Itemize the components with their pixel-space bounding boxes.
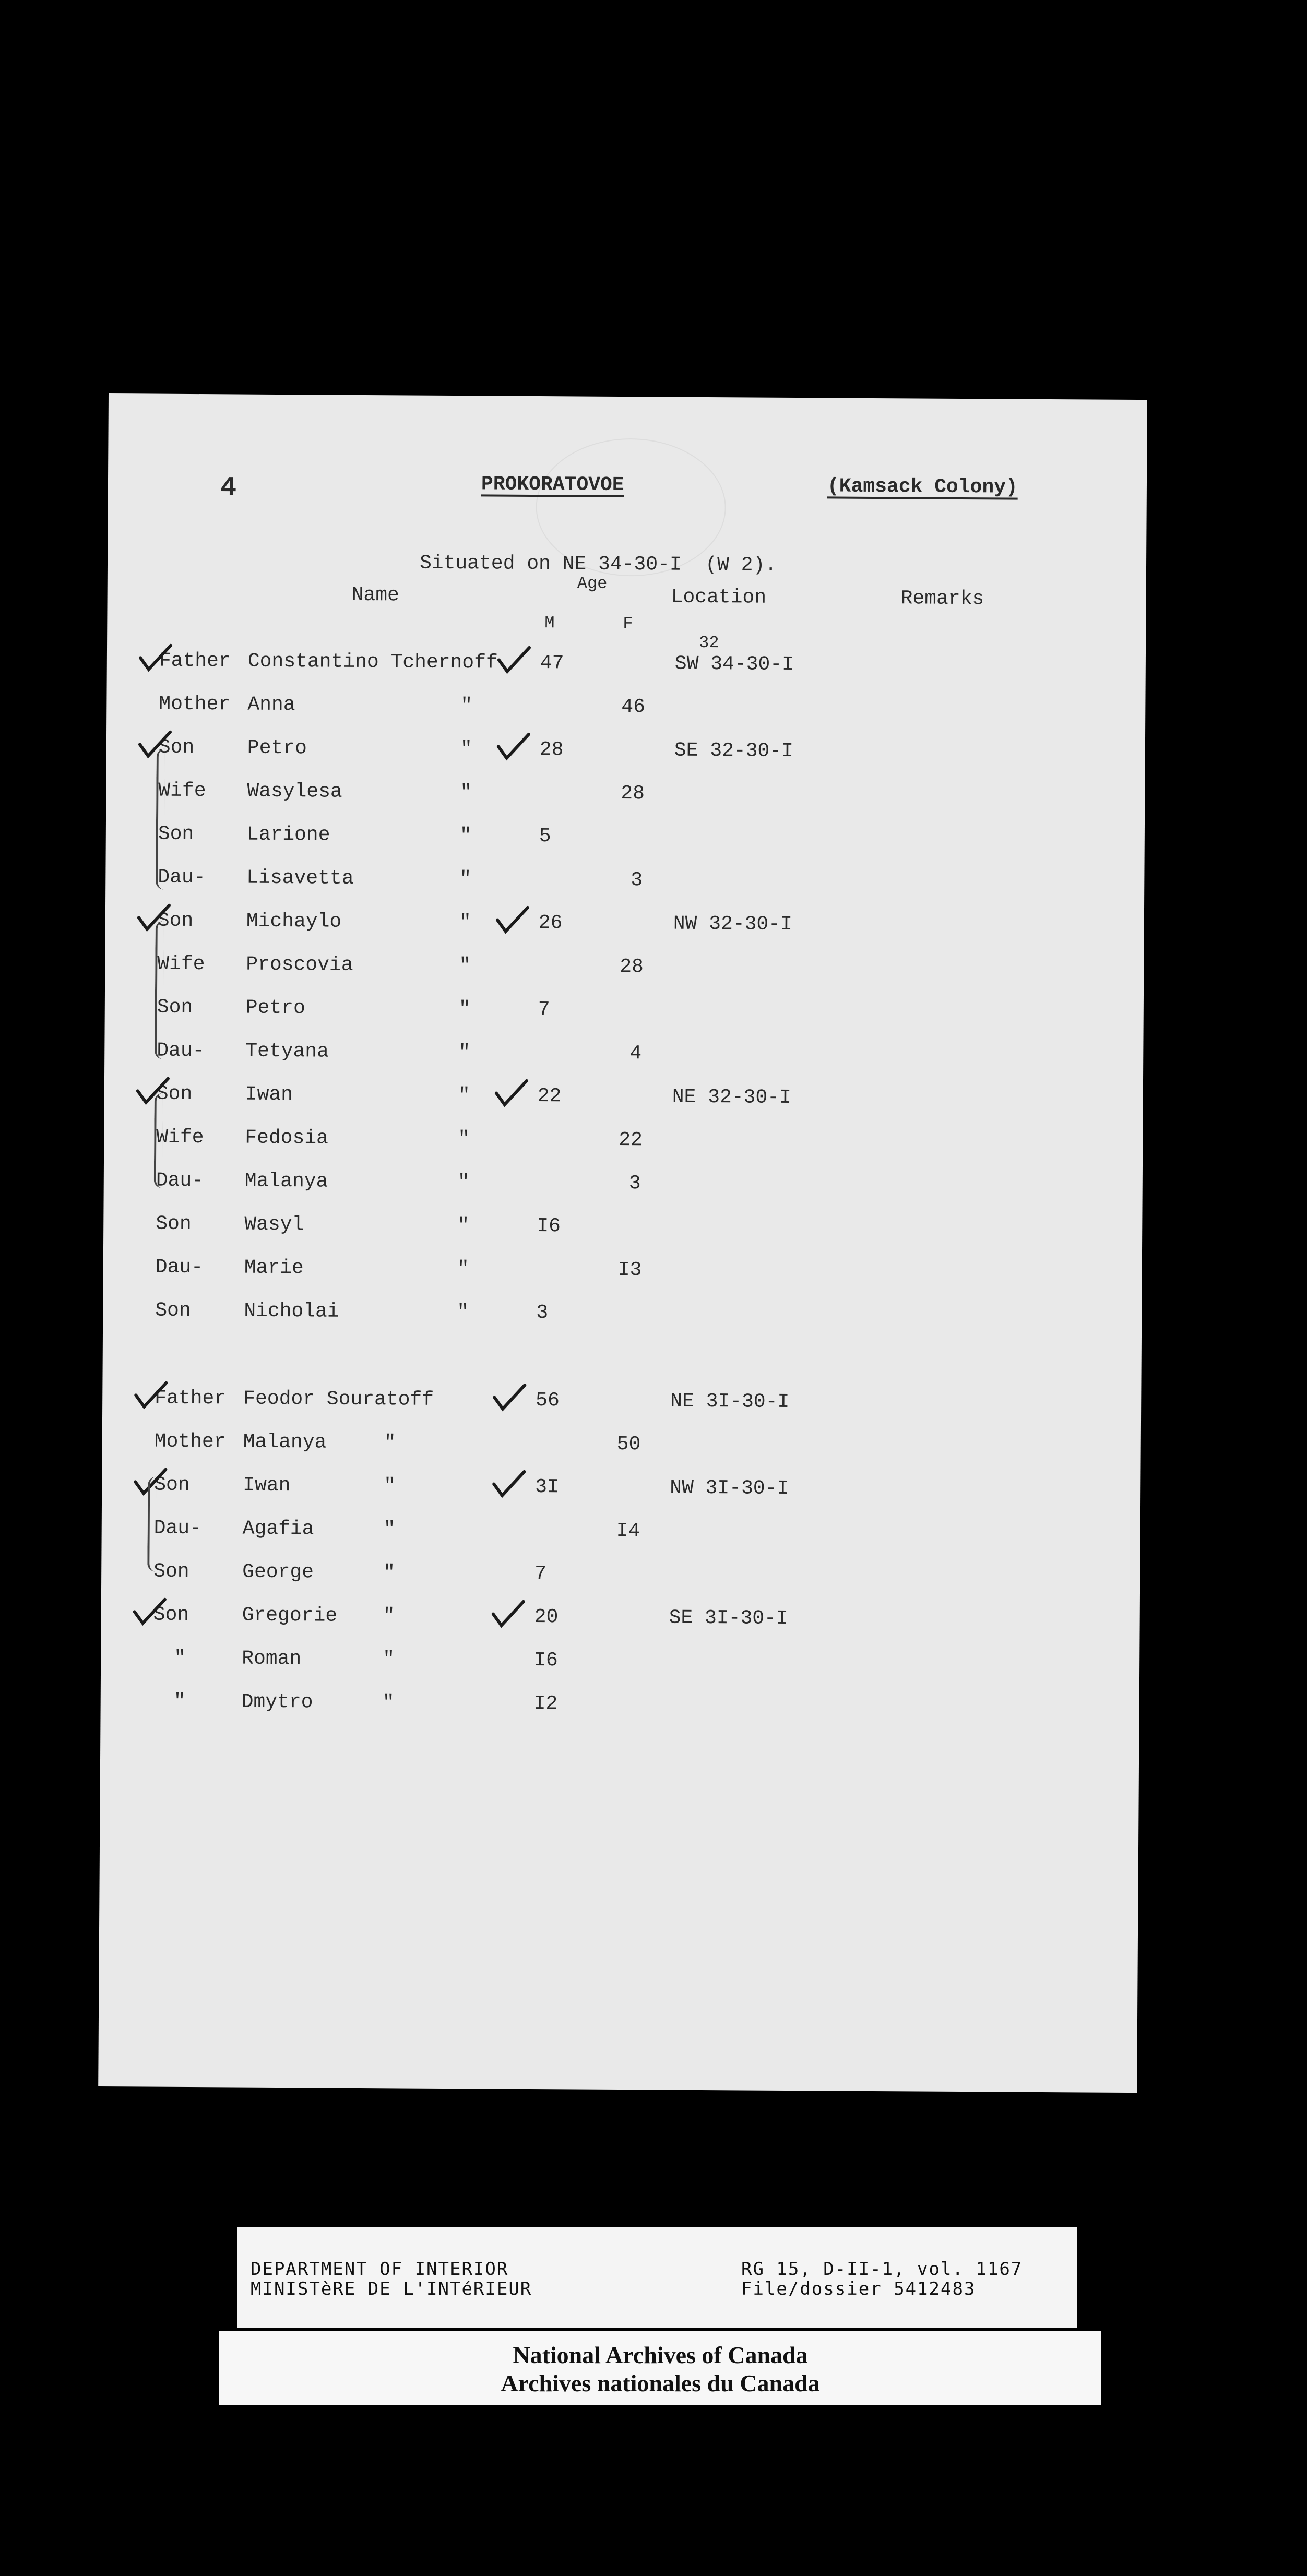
relation-cell: Son — [153, 1603, 189, 1626]
name-cell: Iwan — [243, 1474, 291, 1497]
name-cell: Michaylo — [246, 910, 342, 933]
relation-cell: Dau- — [158, 866, 206, 889]
name-cell: Constantino Tchernoff — [247, 650, 498, 674]
name-cell: Agafia — [242, 1517, 314, 1541]
table-row — [101, 1517, 1140, 1554]
col-m: M — [544, 613, 555, 633]
age-male-cell: 3 — [536, 1302, 549, 1325]
relation-cell: Dau- — [153, 1517, 202, 1540]
relation-cell: Son — [154, 1473, 190, 1496]
location-cell: NW 3I-30-I — [670, 1476, 789, 1500]
check-mark-icon — [135, 1075, 171, 1106]
table-row — [105, 996, 1144, 1033]
family-bracket — [155, 921, 164, 1059]
table-row — [102, 1430, 1141, 1468]
name-cell: Petro — [245, 996, 305, 1020]
family-bracket — [154, 1093, 163, 1188]
location-cell: NE 32-30-I — [672, 1086, 791, 1110]
table-row — [103, 1212, 1142, 1250]
surname-ditto-cell: " — [457, 1301, 469, 1324]
surname-ditto-cell: " — [383, 1561, 396, 1584]
dept-en: DEPARTMENT OF INTERIOR — [251, 2259, 509, 2280]
name-cell: Wasyl — [244, 1213, 304, 1236]
archives-en: National Archives of Canada — [513, 2342, 808, 2368]
age-male-cell: 28 — [539, 738, 564, 761]
surname-ditto-cell: " — [460, 781, 472, 804]
table-row — [103, 1299, 1142, 1337]
relation-cell: Wife — [157, 952, 205, 976]
age-male-cell: 20 — [534, 1606, 559, 1629]
location-cell: NE 3I-30-I — [670, 1390, 790, 1414]
surname-ditto-cell: " — [459, 825, 472, 848]
age-male-cell: I6 — [534, 1649, 558, 1672]
age-female-cell: 28 — [621, 782, 645, 805]
archive-reference-label — [237, 2227, 1077, 2328]
name-cell: Roman — [242, 1647, 302, 1671]
location-cell: SE 32-30-I — [674, 739, 794, 763]
surname-ditto-cell: " — [458, 1041, 471, 1064]
family-bracket — [147, 1476, 156, 1571]
age-female-cell: 3 — [628, 1172, 641, 1195]
table-row — [101, 1560, 1140, 1597]
file-number: File/dossier 5412483 — [741, 2279, 976, 2299]
situated-line: Situated on NE 34-30-I (W 2). — [419, 552, 777, 577]
relation-cell: Son — [156, 1082, 193, 1106]
age-female-cell: 50 — [616, 1433, 641, 1456]
table-row — [106, 822, 1145, 860]
relation-cell: Son — [158, 736, 195, 759]
location-cell: SW 34-30-I — [674, 652, 794, 676]
age-female-cell: 46 — [621, 696, 646, 719]
surname-ditto-cell: " — [459, 868, 472, 891]
relation-cell: Son — [157, 996, 193, 1019]
dept-fr: MINISTèRE DE L'INTéRIEUR — [251, 2279, 532, 2299]
relation-cell: Son — [158, 822, 194, 846]
age-male-cell: I6 — [537, 1215, 561, 1238]
name-cell: Malanya — [243, 1430, 327, 1454]
village-title: PROKORATOVOE — [481, 473, 624, 497]
check-mark-icon — [132, 1596, 168, 1627]
table-row — [107, 649, 1146, 687]
page-mark: 4 — [220, 472, 237, 504]
surname-ditto-cell: " — [457, 1171, 470, 1194]
name-cell: Fedosia — [245, 1126, 329, 1150]
age-female-cell: 28 — [620, 956, 644, 979]
surname-ditto-cell: " — [459, 911, 471, 934]
table-row — [105, 909, 1144, 947]
table-row — [101, 1603, 1139, 1641]
surname-ditto-cell: " — [460, 695, 473, 718]
check-mark-icon — [133, 1379, 169, 1411]
surname-ditto-cell: " — [458, 1084, 470, 1107]
check-mark-icon — [489, 1381, 530, 1413]
name-cell: Anna — [247, 693, 295, 717]
relation-cell: " — [173, 1690, 186, 1713]
name-cell: Gregorie — [242, 1604, 338, 1627]
name-cell: Iwan — [245, 1083, 293, 1106]
col-remarks: Remarks — [900, 587, 984, 611]
relation-cell: Son — [157, 909, 194, 933]
name-cell: Dmytro — [241, 1690, 313, 1714]
col-f: F — [623, 614, 633, 634]
relation-cell: Wife — [156, 1126, 204, 1149]
col-age: Age — [577, 574, 608, 593]
table-row — [105, 866, 1144, 903]
surname-ditto-cell: " — [383, 1648, 395, 1671]
surname-ditto-cell: " — [383, 1605, 395, 1628]
table-row — [104, 1169, 1143, 1207]
surname-ditto-cell: " — [382, 1691, 395, 1714]
check-mark-icon — [491, 1077, 532, 1108]
colony-title: (Kamsack Colony) — [827, 475, 1018, 499]
name-cell: Petro — [247, 736, 307, 760]
col-location: Location — [671, 586, 767, 609]
table-row — [106, 736, 1145, 773]
surname-ditto-cell: " — [458, 998, 471, 1021]
archives-fr: Archives nationales du Canada — [501, 2370, 820, 2396]
location-cell: NW 32-30-I — [673, 912, 792, 936]
table-row — [101, 1647, 1139, 1684]
table-row — [104, 1039, 1143, 1077]
age-female-cell: 3 — [631, 869, 643, 892]
check-mark-icon — [137, 642, 174, 673]
location-correction: 32 — [698, 633, 719, 653]
check-mark-icon — [488, 1598, 529, 1629]
name-cell: George — [242, 1560, 314, 1584]
relation-cell: Dau- — [157, 1039, 205, 1063]
age-male-cell: 7 — [538, 998, 550, 1021]
table-row — [105, 952, 1144, 990]
surname-ditto-cell: " — [458, 1128, 470, 1151]
table-row — [102, 1387, 1141, 1424]
relation-cell: " — [174, 1647, 186, 1669]
check-mark-icon — [493, 731, 534, 762]
check-mark-icon — [136, 902, 172, 933]
relation-cell: Dau- — [156, 1169, 204, 1192]
col-name: Name — [351, 583, 399, 607]
relation-cell: Son — [153, 1560, 189, 1583]
age-male-cell: 56 — [536, 1389, 560, 1412]
relation-cell: Father — [159, 649, 231, 673]
relation-cell: Wife — [158, 779, 206, 803]
age-male-cell: 22 — [537, 1085, 562, 1108]
table-row — [102, 1473, 1140, 1511]
name-cell: Nicholai — [244, 1299, 339, 1323]
age-male-cell: I2 — [533, 1692, 558, 1715]
relation-cell: Mother — [154, 1430, 226, 1453]
name-cell: Malanya — [244, 1170, 328, 1193]
table-row — [106, 693, 1145, 730]
relation-cell: Son — [156, 1212, 192, 1235]
age-male-cell: 5 — [539, 825, 551, 848]
name-cell: Wasylesa — [247, 780, 342, 803]
age-female-cell: 4 — [629, 1042, 642, 1065]
check-mark-icon — [137, 729, 173, 760]
surname-ditto-cell: " — [459, 955, 471, 977]
age-female-cell: 22 — [619, 1128, 643, 1152]
age-male-cell: 3I — [535, 1476, 559, 1499]
location-cell: SE 3I-30-I — [669, 1606, 788, 1630]
relation-cell: Father — [155, 1387, 227, 1410]
surname-ditto-cell: " — [460, 738, 472, 761]
check-mark-icon — [492, 904, 533, 936]
name-cell: Tetyana — [245, 1040, 329, 1063]
census-sheet — [98, 393, 1147, 2093]
relation-cell: Dau- — [155, 1256, 204, 1279]
check-mark-icon — [493, 645, 535, 676]
record-group: RG 15, D-II-1, vol. 1167 — [741, 2259, 1023, 2280]
surname-ditto-cell: " — [457, 1258, 469, 1281]
table-row — [106, 779, 1145, 817]
surname-ditto-cell: " — [384, 1475, 396, 1498]
table-row — [103, 1256, 1142, 1293]
archives-name-label — [219, 2331, 1101, 2405]
name-cell: Larione — [246, 823, 330, 846]
name-cell: Marie — [244, 1256, 304, 1280]
table-row — [104, 1126, 1143, 1163]
check-mark-icon — [488, 1468, 530, 1499]
age-male-cell: 26 — [538, 912, 563, 935]
table-row — [104, 1082, 1143, 1120]
age-male-cell: 47 — [540, 652, 564, 675]
age-female-cell: I4 — [616, 1519, 640, 1543]
relation-cell: Son — [155, 1299, 191, 1322]
name-cell: Proscovia — [246, 953, 353, 976]
age-male-cell: 7 — [534, 1563, 547, 1585]
name-cell: Feodor Souratoff — [243, 1387, 434, 1411]
age-female-cell: I3 — [617, 1258, 642, 1282]
name-cell: Lisavetta — [246, 866, 354, 890]
surname-ditto-cell: " — [457, 1214, 470, 1237]
relation-cell: Mother — [159, 693, 231, 716]
family-bracket — [156, 749, 165, 890]
surname-ditto-cell: " — [384, 1432, 396, 1454]
surname-ditto-cell: " — [383, 1518, 396, 1541]
table-row — [100, 1690, 1139, 1727]
